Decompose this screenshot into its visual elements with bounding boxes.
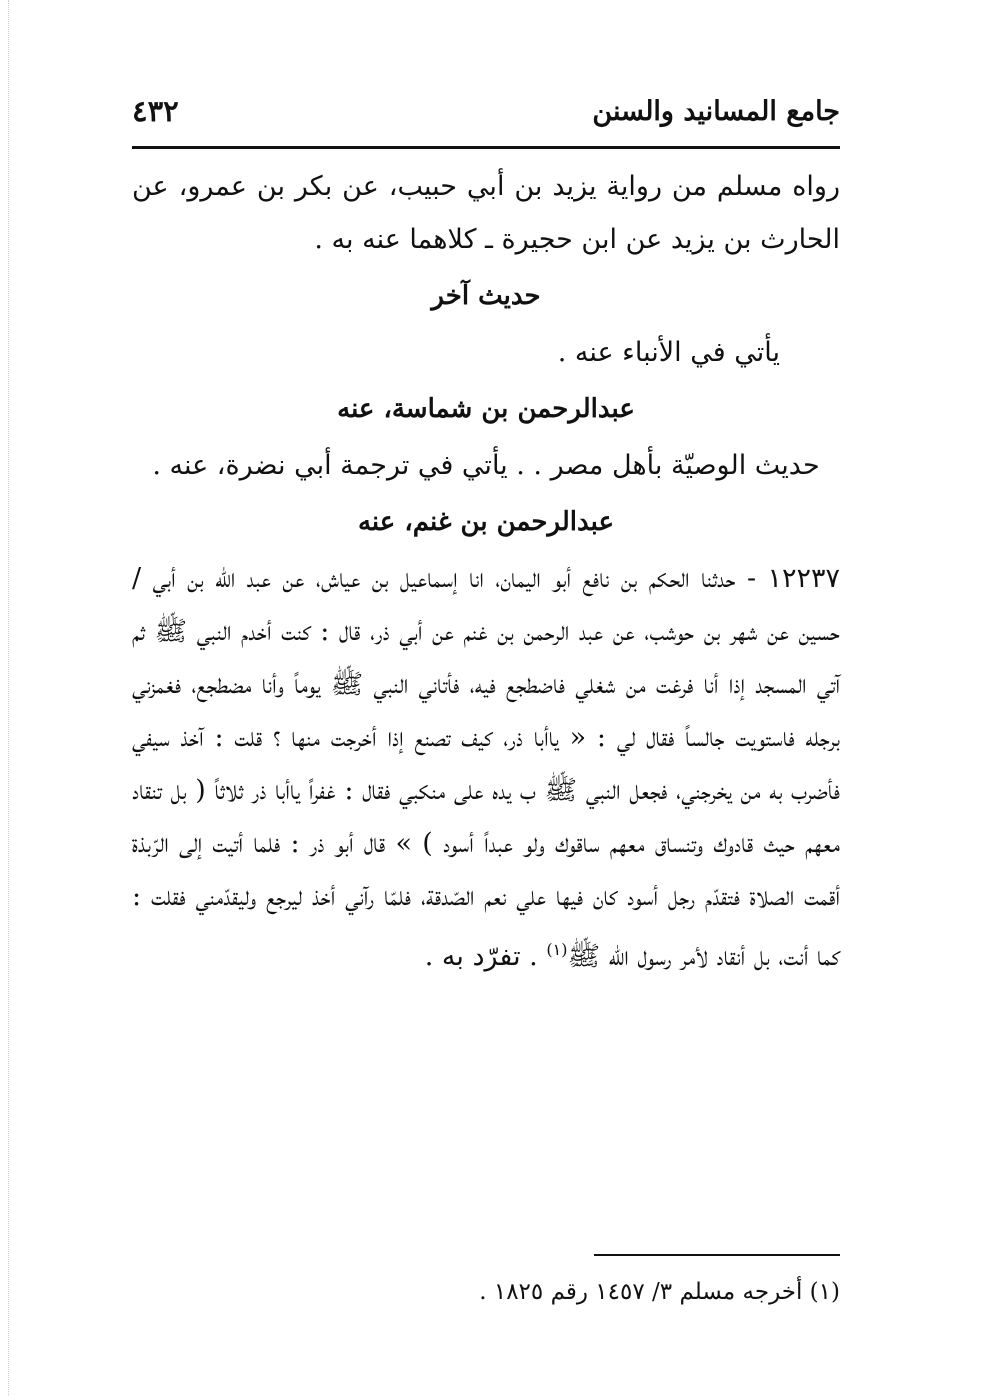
heading-ibn-shamasa: عبدالرحمن بن شماسة، عنه	[337, 394, 635, 424]
page-body	[132, 160, 840, 983]
footnote: (١) أخرجه مسلم ٣/ ١٤٥٧ رقم ١٨٢٥ .	[479, 1279, 840, 1305]
heading-ibn-ghanm: عبدالرحمن بن غنم، عنه	[357, 507, 614, 537]
scan-edge-line	[8, 0, 9, 1396]
footnote-reference: (١)	[546, 940, 568, 959]
heading-hadith-akhar: حديث آخر	[431, 281, 541, 311]
paragraph-anba: يأتي في الأنباء عنه .	[557, 337, 780, 368]
hadith-text-end: . تفرّد به .	[424, 941, 547, 972]
paragraph-riwaya: رواه مسلم من رواية يزيد بن أبي حبيب، عن بكر بن عمرو، عن الحارث بن يزيد عن ابن حجيرة ـ كلاهما عنه به .	[132, 171, 840, 255]
running-title: جامع المسانيد والسنن	[592, 96, 840, 127]
hadith-text: - حدثنا الحكم بن نافع أبو اليمان، انا إسماعيل بن عياش، عن عبد الله بن أبي / حسين عن شهر بن حوشب، عن عبد الرحمن بن غنم عن أبي ذر، قال : كنت أخدم النبي ﷺ ثم آتي المسجد إذا أنا فرغت من شغلي فاضطجع فيه، فأتاني النبي ﷺ يوماً وأنا مضطجع، فغمزني برجله فاستويت جالساً فقال لي : « ياأبا ذر، كيف تصنع إذا أخرجت منها ؟ قلت : آخذ سيفي فأضرب به من يخرجني، فجعل النبي ﷺ ب يده على منكبي فقال : غفراً ياأبا ذر ثلاثاً ( بل تنقاد معهم حيث قادوك وتنساق معهم ساقوك ولو عبداً أسود ) » قال أبو ذر : فلما أتيت إلى الرّبذة أقمت الصلاة فتقدّم رجل أسود كان فيها علي نعم الصّدقة، فلمّا رآني أخذ ليرجع وليقدّمني فقلت : كما أنت، بل أنقاد لأمر رسول الله ﷺ	[132, 563, 840, 972]
paragraph-hadith	[132, 552, 840, 983]
hadith-number: ١٢٢٣٧	[767, 563, 840, 594]
footnote-rule	[594, 1254, 840, 1256]
page-number: ٤٣٢	[132, 94, 179, 128]
paragraph-wasiyya: حديث الوصيّة بأهل مصر . . يأتي في ترجمة أبي نضرة، عنه .	[152, 450, 820, 481]
header-rule	[132, 146, 840, 149]
page-header	[132, 92, 840, 136]
